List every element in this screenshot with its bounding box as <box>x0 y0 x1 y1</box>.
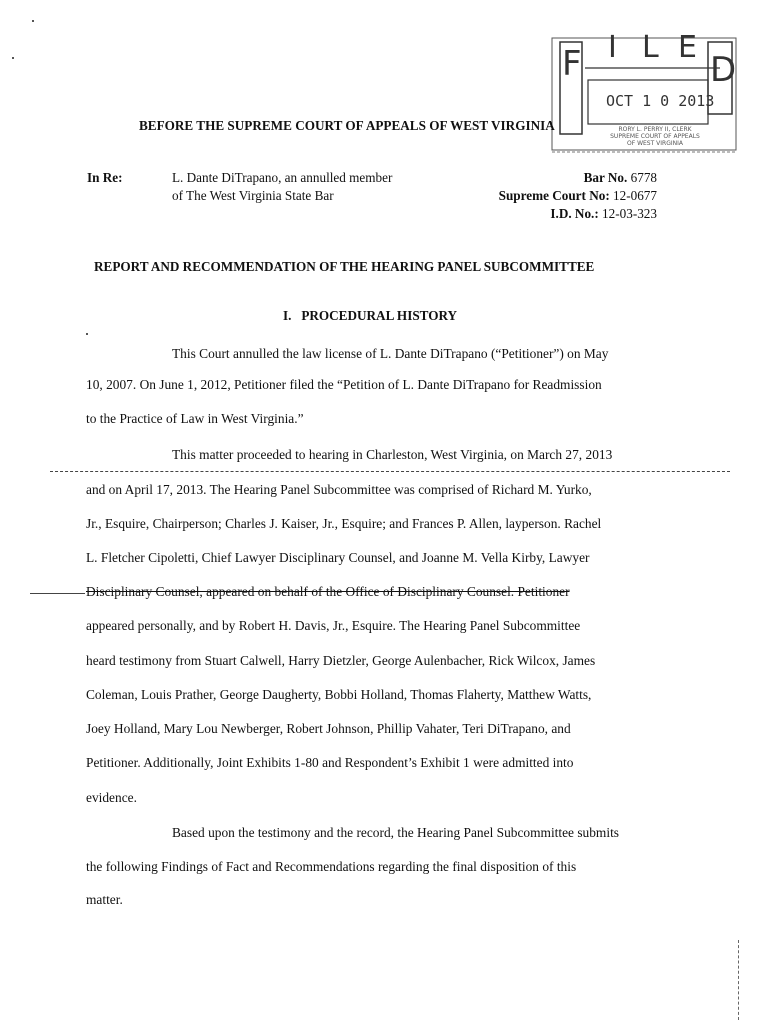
report-title: REPORT AND RECOMMENDATION OF THE HEARING PANEL SUBCOMMITTEE <box>94 259 595 274</box>
stamp-letter-f: F <box>562 44 582 84</box>
section-heading: I. PROCEDURAL HISTORY <box>283 308 458 323</box>
stamp-letter-d: D <box>710 50 737 90</box>
body-line: heard testimony from Stuart Calwell, Harry Dietzler, George Aulenbacher, Rick Wilcox, James <box>86 653 596 668</box>
scan-artifact-line <box>30 593 85 594</box>
body-line: appeared personally, and by Robert H. Davis, Jr., Esquire. The Hearing Panel Subcommittee <box>86 618 581 633</box>
body-line: to the Practice of Law in West Virginia.” <box>86 411 304 426</box>
court-no-label: Supreme Court No: <box>498 188 610 203</box>
supreme-court-number <box>499 188 657 204</box>
scan-artifact-line <box>50 471 730 472</box>
stamp-letter-i: I <box>608 30 617 65</box>
body-line: This matter proceeded to hearing in Charleston, West Virginia, on March 27, 2013 <box>172 447 613 462</box>
scan-artifact-line <box>738 940 739 1020</box>
id-number <box>550 206 657 222</box>
scan-speck <box>32 20 34 22</box>
court-no-value: 12-0677 <box>613 188 657 203</box>
scan-speck <box>86 333 88 335</box>
body-line: evidence. <box>86 790 137 805</box>
stamp-letter-l: L <box>642 30 659 65</box>
court-title: BEFORE THE SUPREME COURT OF APPEALS OF WEST VIRGINIA <box>139 118 555 133</box>
bar-number <box>584 170 657 186</box>
body-line: L. Fletcher Cipoletti, Chief Lawyer Disciplinary Counsel, and Joanne M. Vella Kirby, Lawyer <box>86 550 590 565</box>
body-line: Coleman, Louis Prather, George Daugherty, Bobbi Holland, Thomas Flaherty, Matthew Watts, <box>86 687 592 702</box>
in-re-label: In Re: <box>87 170 123 185</box>
filed-stamp <box>550 30 740 160</box>
body-line: Jr., Esquire, Chairperson; Charles J. Kaiser, Jr., Esquire; and Frances P. Allen, layperson. Rachel <box>86 516 602 531</box>
stamp-clerk-text <box>590 126 720 147</box>
stamp-clerk-line1: RORY L. PERRY II, CLERK <box>618 126 692 133</box>
body-line: Based upon the testimony and the record, the Hearing Panel Subcommittee submits <box>172 825 620 840</box>
stamp-letter-e: E <box>678 30 697 65</box>
body-line: Disciplinary Counsel, appeared on behalf of the Office of Disciplinary Counsel. Petitioner <box>86 584 570 599</box>
id-value: 12-03-323 <box>602 206 657 221</box>
party-line-1: L. Dante DiTrapano, an annulled member <box>172 170 393 185</box>
bar-value: 6778 <box>630 170 657 185</box>
body-line: 10, 2007. On June 1, 2012, Petitioner filed the “Petition of L. Dante DiTrapano for Readmission <box>86 377 602 392</box>
body-line: This Court annulled the law license of L. Dante DiTrapano (“Petitioner”) on May <box>172 346 609 361</box>
scan-speck <box>12 57 14 59</box>
party-line-2: of The West Virginia State Bar <box>172 188 334 203</box>
stamp-clerk-line3: OF WEST VIRGINIA <box>626 140 683 147</box>
body-line: the following Findings of Fact and Recommendations regarding the final disposition of this <box>86 859 577 874</box>
body-line: matter. <box>86 892 123 907</box>
bar-label: Bar No. <box>583 170 628 185</box>
stamp-date: OCT 1 0 2013 <box>606 92 715 110</box>
stamp-clerk-line2: SUPREME COURT OF APPEALS <box>610 133 700 140</box>
id-label: I.D. No.: <box>550 206 599 221</box>
body-line: and on April 17, 2013. The Hearing Panel Subcommittee was comprised of Richard M. Yurko, <box>86 482 592 497</box>
body-line: Joey Holland, Mary Lou Newberger, Robert Johnson, Phillip Vahater, Teri DiTrapano, and <box>86 721 571 736</box>
body-line: Petitioner. Additionally, Joint Exhibits 1-80 and Respondent’s Exhibit 1 were admitted into <box>86 755 574 770</box>
